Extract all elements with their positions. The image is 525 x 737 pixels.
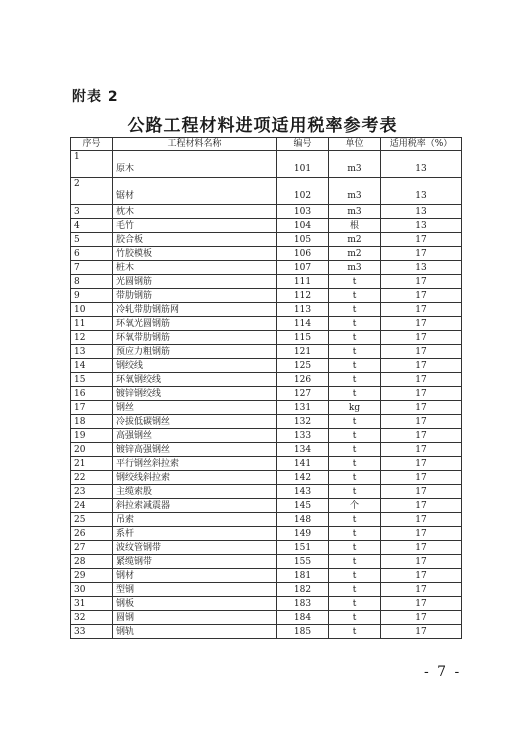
table-row [71, 387, 462, 401]
table-row [71, 317, 462, 331]
table-row [71, 541, 462, 555]
material-name: 主缆索股 [113, 485, 277, 499]
tax-rate: 17 [381, 569, 462, 583]
row-index: 20 [71, 443, 113, 457]
material-unit: t [329, 289, 381, 303]
tax-rate: 17 [381, 443, 462, 457]
tax-rate: 17 [381, 345, 462, 359]
annex-label: 附表 2 [72, 89, 119, 105]
material-unit: 根 [329, 219, 381, 233]
row-index: 4 [71, 219, 113, 233]
material-unit: t [329, 625, 381, 639]
row-index: 17 [71, 401, 113, 415]
tax-rate: 17 [381, 611, 462, 625]
row-index: 2 [71, 178, 113, 205]
tax-rate: 17 [381, 303, 462, 317]
row-index: 10 [71, 303, 113, 317]
material-unit: t [329, 471, 381, 485]
material-name: 光圆钢筋 [113, 275, 277, 289]
material-code: 151 [277, 541, 329, 555]
table-row [71, 233, 462, 247]
material-name: 毛竹 [113, 219, 277, 233]
row-index: 29 [71, 569, 113, 583]
row-index: 22 [71, 471, 113, 485]
tax-rate: 17 [381, 583, 462, 597]
material-code: 133 [277, 429, 329, 443]
table-row [71, 219, 462, 233]
material-name: 钢材 [113, 569, 277, 583]
table-row [71, 457, 462, 471]
tax-rate: 17 [381, 247, 462, 261]
row-index: 23 [71, 485, 113, 499]
tax-rate: 17 [381, 359, 462, 373]
row-index: 27 [71, 541, 113, 555]
material-code: 155 [277, 555, 329, 569]
table-row [71, 415, 462, 429]
material-code: 141 [277, 457, 329, 471]
material-unit: t [329, 527, 381, 541]
material-code: 142 [277, 471, 329, 485]
material-code: 103 [277, 205, 329, 219]
tax-rate: 17 [381, 387, 462, 401]
material-name: 系杆 [113, 527, 277, 541]
table-row [71, 345, 462, 359]
material-name: 原木 [113, 151, 277, 178]
table-body [71, 151, 462, 639]
tax-rate: 17 [381, 625, 462, 639]
row-index: 14 [71, 359, 113, 373]
tax-rate: 17 [381, 331, 462, 345]
material-unit: t [329, 373, 381, 387]
material-unit: m3 [329, 151, 381, 178]
material-code: 102 [277, 178, 329, 205]
row-index: 9 [71, 289, 113, 303]
table-row [71, 611, 462, 625]
material-code: 112 [277, 289, 329, 303]
material-code: 149 [277, 527, 329, 541]
tax-rate: 13 [381, 178, 462, 205]
tax-rate: 13 [381, 219, 462, 233]
header-index: 序号 [71, 138, 113, 151]
table-row [71, 625, 462, 639]
material-code: 134 [277, 443, 329, 457]
material-code: 131 [277, 401, 329, 415]
table-row [71, 247, 462, 261]
row-index: 13 [71, 345, 113, 359]
material-code: 121 [277, 345, 329, 359]
material-code: 115 [277, 331, 329, 345]
material-name: 带肋钢筋 [113, 289, 277, 303]
row-index: 7 [71, 261, 113, 275]
material-name: 冷轧带肋钢筋网 [113, 303, 277, 317]
material-unit: t [329, 485, 381, 499]
material-unit: m3 [329, 178, 381, 205]
table-row [71, 429, 462, 443]
material-unit: t [329, 555, 381, 569]
tax-rate: 17 [381, 541, 462, 555]
material-unit: t [329, 541, 381, 555]
material-code: 145 [277, 499, 329, 513]
table-row [71, 178, 462, 205]
table-row [71, 499, 462, 513]
row-index: 26 [71, 527, 113, 541]
table-row [71, 275, 462, 289]
material-name: 钢绞线 [113, 359, 277, 373]
row-index: 5 [71, 233, 113, 247]
material-code: 114 [277, 317, 329, 331]
material-code: 182 [277, 583, 329, 597]
tax-rate: 17 [381, 233, 462, 247]
material-unit: m2 [329, 233, 381, 247]
material-code: 125 [277, 359, 329, 373]
material-unit: t [329, 345, 381, 359]
header-material-name: 工程材料名称 [113, 138, 277, 151]
material-name: 枕木 [113, 205, 277, 219]
material-code: 105 [277, 233, 329, 247]
material-name: 竹胶模板 [113, 247, 277, 261]
material-name: 环氧钢绞线 [113, 373, 277, 387]
material-code: 184 [277, 611, 329, 625]
row-index: 24 [71, 499, 113, 513]
material-unit: t [329, 303, 381, 317]
row-index: 16 [71, 387, 113, 401]
page-title: 公路工程材料进项适用税率参考表 [127, 116, 398, 136]
material-name: 环氧带肋钢筋 [113, 331, 277, 345]
material-code: 113 [277, 303, 329, 317]
table-row [71, 513, 462, 527]
material-unit: 个 [329, 499, 381, 513]
tax-rate: 17 [381, 415, 462, 429]
row-index: 19 [71, 429, 113, 443]
material-unit: m3 [329, 205, 381, 219]
tax-rate: 17 [381, 289, 462, 303]
material-unit: m2 [329, 247, 381, 261]
row-index: 11 [71, 317, 113, 331]
header-unit: 单位 [329, 138, 381, 151]
tax-rate: 17 [381, 429, 462, 443]
table-row [71, 443, 462, 457]
row-index: 32 [71, 611, 113, 625]
table-row [71, 569, 462, 583]
table-row [71, 583, 462, 597]
table-row [71, 359, 462, 373]
material-unit: t [329, 387, 381, 401]
tax-rate: 13 [381, 151, 462, 178]
material-name: 桩木 [113, 261, 277, 275]
tax-rate: 13 [381, 205, 462, 219]
material-name: 胶合板 [113, 233, 277, 247]
tax-rate: 17 [381, 555, 462, 569]
row-index: 1 [71, 151, 113, 178]
material-code: 148 [277, 513, 329, 527]
row-index: 3 [71, 205, 113, 219]
material-code: 143 [277, 485, 329, 499]
material-name: 预应力粗钢筋 [113, 345, 277, 359]
material-unit: t [329, 611, 381, 625]
material-code: 101 [277, 151, 329, 178]
header-tax-rate: 适用税率（%） [381, 138, 462, 151]
material-name: 钢轨 [113, 625, 277, 639]
material-unit: t [329, 415, 381, 429]
tax-rate: 17 [381, 597, 462, 611]
row-index: 30 [71, 583, 113, 597]
material-code: 106 [277, 247, 329, 261]
material-code: 185 [277, 625, 329, 639]
material-code: 104 [277, 219, 329, 233]
material-name: 斜拉索减震器 [113, 499, 277, 513]
material-unit: t [329, 359, 381, 373]
material-unit: t [329, 443, 381, 457]
tax-rate: 17 [381, 373, 462, 387]
table-row [71, 261, 462, 275]
material-code: 181 [277, 569, 329, 583]
table-row [71, 527, 462, 541]
table-row [71, 303, 462, 317]
material-unit: t [329, 513, 381, 527]
table-row [71, 401, 462, 415]
tax-rate: 13 [381, 261, 462, 275]
material-unit: m3 [329, 261, 381, 275]
material-code: 183 [277, 597, 329, 611]
table-row [71, 331, 462, 345]
table-row [71, 471, 462, 485]
material-unit: t [329, 275, 381, 289]
table-row [71, 151, 462, 178]
tax-rate: 17 [381, 275, 462, 289]
material-name: 波纹管钢带 [113, 541, 277, 555]
table-row [71, 555, 462, 569]
table-row [71, 205, 462, 219]
material-unit: t [329, 429, 381, 443]
tax-rate: 17 [381, 471, 462, 485]
header-code: 编号 [277, 138, 329, 151]
material-name: 钢绞线斜拉索 [113, 471, 277, 485]
tax-rate: 17 [381, 499, 462, 513]
table-row [71, 597, 462, 611]
material-name: 平行钢丝斜拉索 [113, 457, 277, 471]
material-name: 钢板 [113, 597, 277, 611]
tax-rate: 17 [381, 527, 462, 541]
row-index: 18 [71, 415, 113, 429]
material-code: 127 [277, 387, 329, 401]
material-unit: t [329, 317, 381, 331]
material-code: 126 [277, 373, 329, 387]
material-unit: t [329, 569, 381, 583]
material-unit: t [329, 457, 381, 471]
material-name: 高强钢丝 [113, 429, 277, 443]
material-code: 107 [277, 261, 329, 275]
tax-rate: 17 [381, 485, 462, 499]
material-unit: kg [329, 401, 381, 415]
tax-rate-table [70, 137, 462, 639]
row-index: 25 [71, 513, 113, 527]
row-index: 21 [71, 457, 113, 471]
material-name: 镀锌钢绞线 [113, 387, 277, 401]
material-name: 镀锌高强钢丝 [113, 443, 277, 457]
material-name: 冷拔低碳钢丝 [113, 415, 277, 429]
material-unit: t [329, 597, 381, 611]
material-name: 紧缆钢带 [113, 555, 277, 569]
material-name: 型钢 [113, 583, 277, 597]
tax-rate: 17 [381, 513, 462, 527]
tax-rate: 17 [381, 457, 462, 471]
material-name: 锯材 [113, 178, 277, 205]
row-index: 6 [71, 247, 113, 261]
material-name: 钢丝 [113, 401, 277, 415]
material-name: 圆钢 [113, 611, 277, 625]
row-index: 8 [71, 275, 113, 289]
row-index: 12 [71, 331, 113, 345]
row-index: 31 [71, 597, 113, 611]
table-row [71, 485, 462, 499]
table-row [71, 373, 462, 387]
tax-rate: 17 [381, 401, 462, 415]
row-index: 28 [71, 555, 113, 569]
material-code: 132 [277, 415, 329, 429]
row-index: 33 [71, 625, 113, 639]
material-code: 111 [277, 275, 329, 289]
row-index: 15 [71, 373, 113, 387]
material-name: 吊索 [113, 513, 277, 527]
tax-rate: 17 [381, 317, 462, 331]
material-unit: t [329, 583, 381, 597]
material-name: 环氧光圆钢筋 [113, 317, 277, 331]
table-row [71, 289, 462, 303]
page-number: - 7 - [424, 664, 462, 680]
table-header-row [71, 138, 462, 151]
material-unit: t [329, 331, 381, 345]
